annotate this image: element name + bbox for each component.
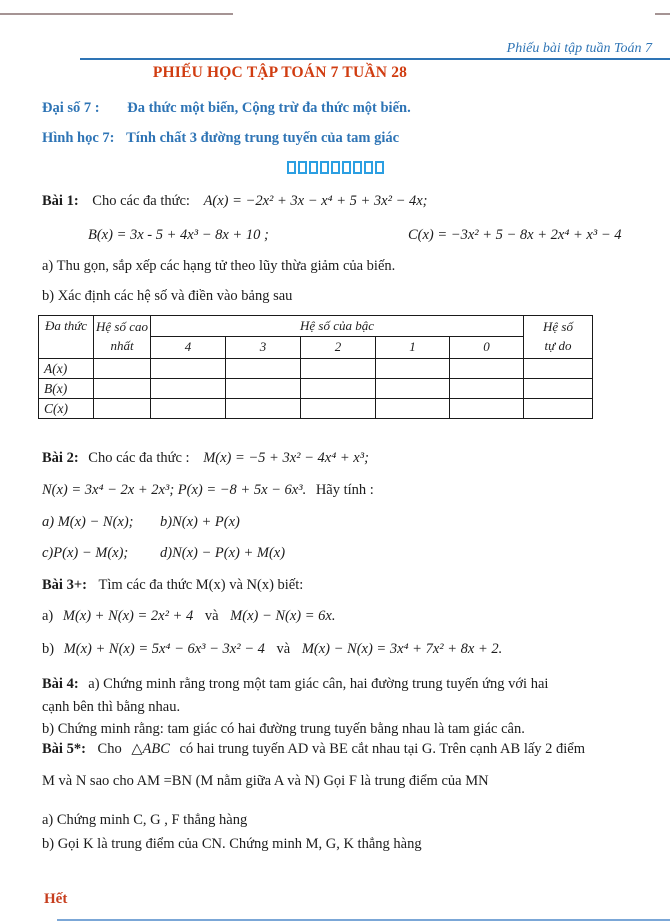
problem-5-item-b: b) Gọi K là trung điểm của CN. Chứng minh M, G, K thẳng hàng: [42, 836, 422, 852]
problem-1-label: Bài 1:: [42, 193, 79, 209]
problem-4-line3: b) Chứng minh rằng: tam giác có hai đường trung tuyến bằng nhau là tam giác cân.: [42, 721, 525, 737]
table-header-degree-0: 0: [450, 337, 524, 359]
problem-2-formula-m: M(x) = −5 + 3x² − 4x⁴ + x³;: [203, 450, 369, 466]
problem-2-line2-suffix: Hãy tính :: [315, 482, 374, 498]
problem-3-item-a-conjunction: và: [204, 608, 219, 624]
blue-square-icon: [331, 161, 340, 174]
blue-square-icon: [364, 161, 373, 174]
table-cell-empty: [524, 399, 593, 419]
table-cell-empty: [301, 399, 376, 419]
problem-3-item-a-prefix: a): [42, 608, 54, 624]
blue-square-icon: [309, 161, 318, 174]
table-cell-empty: [226, 359, 301, 379]
table-cell-empty: [301, 359, 376, 379]
problem-3-label: Bài 3+:: [42, 577, 87, 593]
blue-square-icon: [298, 161, 307, 174]
table-row-label: B(x): [39, 379, 94, 399]
decorative-squares: [287, 161, 384, 174]
table-cell-empty: [450, 379, 524, 399]
problem-5-line1: [42, 740, 585, 759]
end-note: Hết: [44, 891, 68, 907]
problem-3-item-b: [42, 640, 502, 659]
table-cell-empty: [524, 379, 593, 399]
blue-square-icon: [320, 161, 329, 174]
problem-4-line1: [42, 675, 548, 694]
problem-1-intro: Cho các đa thức:: [92, 193, 190, 209]
table-header-leading-line2: nhất: [110, 338, 134, 353]
top-partial-rule-left: [0, 13, 233, 15]
problem-2-item-d: d)N(x) − P(x) + M(x): [160, 545, 286, 561]
table-cell-empty: [376, 359, 450, 379]
problem-3-intro: Tìm các đa thức M(x) và N(x) biết:: [98, 577, 304, 593]
table-header-leading-line1: Hệ số cao: [96, 319, 148, 335]
table-header-degree-1: 1: [376, 337, 450, 359]
algebra-label: Đại số 7 :: [42, 100, 100, 116]
table-cell-empty: [94, 399, 151, 419]
problem-2-formula-np: N(x) = 3x⁴ − 2x + 2x³; P(x) = −8 + 5x − 6x³.: [42, 482, 307, 498]
problem-2-intro: Cho các đa thức :: [88, 450, 190, 466]
problem-2-item-c: c)P(x) − M(x);: [42, 545, 129, 561]
problem-3-item-b-prefix: b): [42, 641, 55, 657]
table-header-degree-3: 3: [226, 337, 301, 359]
table-row: [39, 359, 593, 379]
table-header-degree-group: Hệ số của bậc: [151, 316, 524, 337]
geometry-label: Hình học 7:: [42, 130, 115, 146]
coefficient-table: [38, 315, 593, 419]
problem-1-formula-a: A(x) = −2x² + 3x − x⁴ + 5 + 3x² − 4x;: [203, 193, 428, 209]
problem-1-formula-b: B(x) = 3x - 5 + 4x³ − 8x + 10 ;: [88, 227, 269, 243]
problem-1-item-a: a) Thu gọn, sắp xếp các hạng tử theo lũy thừa giảm của biến.: [42, 258, 396, 274]
table-cell-empty: [94, 359, 151, 379]
table-cell-empty: [151, 379, 226, 399]
table-header-degree-2: 2: [301, 337, 376, 359]
table-header-polynomial: Đa thức: [39, 316, 94, 359]
table-cell-empty: [226, 379, 301, 399]
problem-3-item-b-formula1: M(x) + N(x) = 5x⁴ − 6x³ − 3x² − 4: [63, 641, 265, 657]
problem-3-item-a-formula2: M(x) − N(x) = 6x.: [230, 608, 336, 624]
problem-3-item-b-conjunction: và: [276, 641, 291, 657]
table-cell-empty: [151, 359, 226, 379]
table-cell-empty: [376, 379, 450, 399]
table-cell-empty: [226, 399, 301, 419]
header-underline: [80, 58, 670, 60]
page-title: PHIẾU HỌC TẬP TOÁN 7 TUẦN 28: [152, 64, 408, 81]
problem-4-line2: cạnh bên thì bằng nhau.: [42, 699, 181, 715]
problem-4-line1-text: a) Chứng minh rằng trong một tam giác cân, hai đường trung tuyến ứng với hai: [88, 676, 549, 692]
problem-5-intro-post: có hai trung tuyến AD và BE cắt nhau tại G. Trên cạnh AB lấy 2 điểm: [179, 741, 586, 757]
table-header-leading-coef: [94, 316, 151, 359]
table-cell-empty: [376, 399, 450, 419]
blue-square-icon: [342, 161, 351, 174]
problem-5-intro-pre: Cho: [97, 741, 122, 757]
blue-square-icon: [287, 161, 296, 174]
subject-geometry-line: [42, 129, 399, 148]
problem-5-item-a: a) Chứng minh C, G , F thẳng hàng: [42, 812, 248, 828]
problem-2-line2: [42, 481, 374, 500]
table-row: [39, 399, 593, 419]
table-header-free-coef: [524, 316, 593, 359]
table-cell-empty: [524, 359, 593, 379]
problem-1-item-b: b) Xác định các hệ số và điền vào bảng sau: [42, 288, 293, 304]
table-row-label: A(x): [39, 359, 94, 379]
table-cell-empty: [94, 379, 151, 399]
problem-1-formula-c: C(x) = −3x² + 5 − 8x + 2x⁴ + x³ − 4: [408, 227, 622, 243]
problem-1-intro-line: [42, 192, 428, 211]
problem-5-label: Bài 5*:: [42, 741, 86, 757]
table-cell-empty: [301, 379, 376, 399]
algebra-text: Đa thức một biến, Cộng trừ đa thức một biến.: [127, 100, 411, 116]
problem-2-item-b: b)N(x) + P(x): [160, 514, 240, 530]
bottom-rule: [57, 919, 670, 921]
problem-2-item-a: a) M(x) − N(x);: [42, 514, 134, 530]
blue-square-icon: [375, 161, 384, 174]
problem-2-label: Bài 2:: [42, 450, 79, 466]
table-row: [39, 379, 593, 399]
subject-algebra-line: [42, 99, 411, 118]
problem-5-line2: M và N sao cho AM =BN (M nằm giữa A và N) Gọi F là trung điểm của MN: [42, 773, 489, 789]
header-note: Phiếu bài tập tuần Toán 7: [506, 41, 652, 56]
problem-2-intro-line: [42, 449, 369, 468]
problem-3-item-a-formula1: M(x) + N(x) = 2x² + 4: [62, 608, 194, 624]
problem-3-intro-line: [42, 576, 303, 595]
table-row-label: C(x): [39, 399, 94, 419]
problem-3-item-a: [42, 607, 335, 626]
top-partial-rule-right: [655, 13, 670, 15]
table-header-degree-4: 4: [151, 337, 226, 359]
table-header-free-line2: tự do: [544, 338, 572, 353]
geometry-text: Tính chất 3 đường trung tuyến của tam giác: [126, 130, 400, 146]
table-header-free-line1: Hệ số: [543, 319, 573, 335]
problem-3-item-b-formula2: M(x) − N(x) = 3x⁴ + 7x² + 8x + 2.: [301, 641, 503, 657]
table-cell-empty: [450, 359, 524, 379]
table-cell-empty: [450, 399, 524, 419]
blue-square-icon: [353, 161, 362, 174]
problem-4-label: Bài 4:: [42, 676, 79, 692]
table-cell-empty: [151, 399, 226, 419]
problem-5-triangle-abc: △ABC: [131, 741, 170, 757]
